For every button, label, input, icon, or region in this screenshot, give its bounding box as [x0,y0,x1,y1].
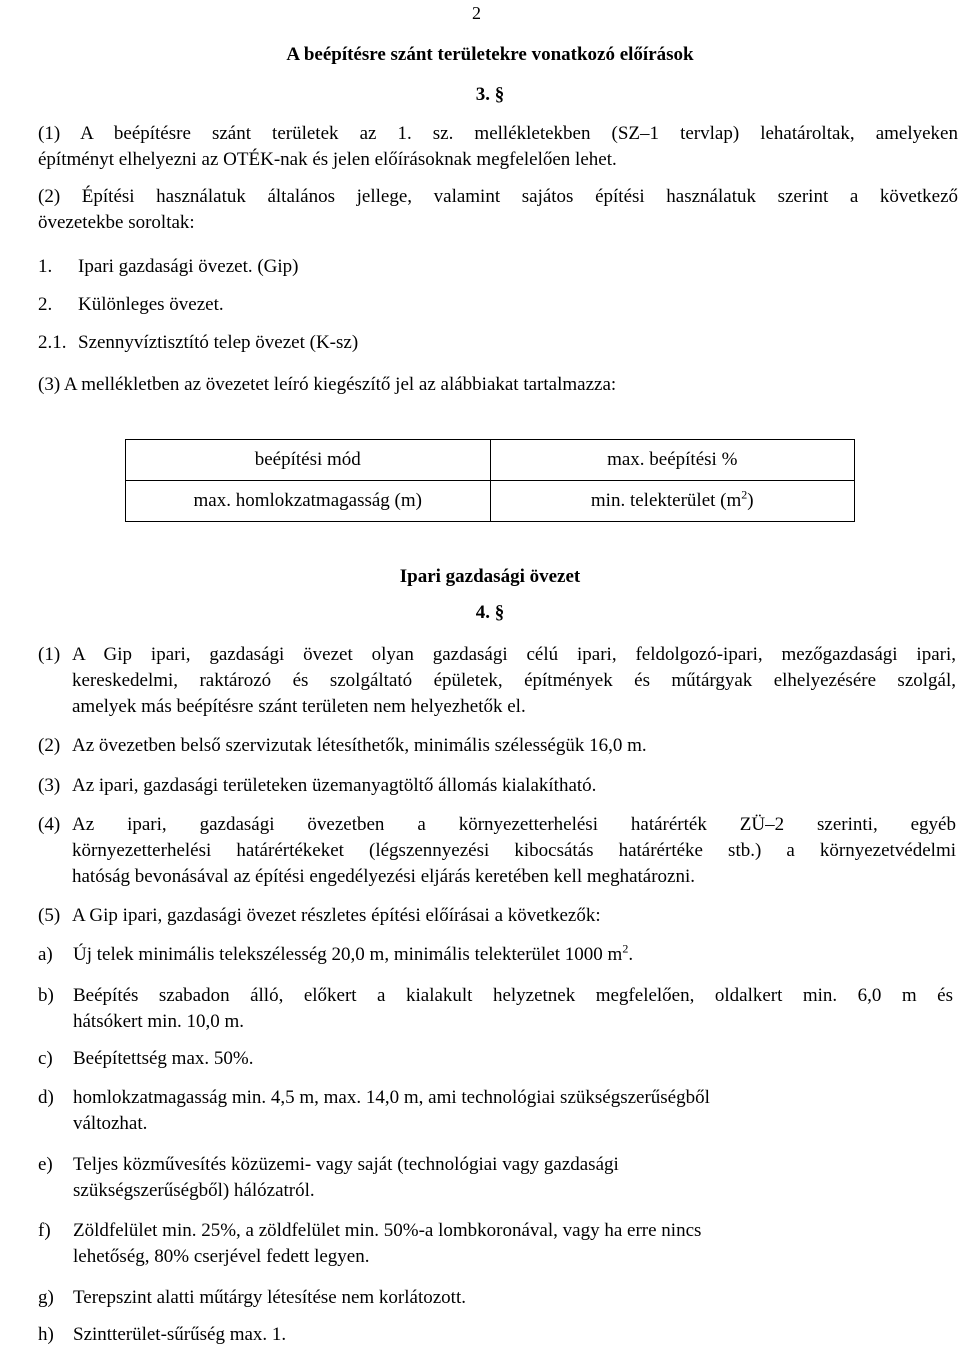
section1-paragraph-3: (3) A mellékletben az övezetet leíró kiegészítő jel az alábbiakat tartalmazza: [38,374,617,395]
item-letter: d) [38,1087,54,1108]
item-text [73,942,953,968]
paragraph-number: (3) [38,775,61,796]
section1-paragraph-2 [38,184,958,236]
section2-paragraph-4 [72,812,956,890]
table-row [126,440,855,481]
text-line: (1) A beépítésre szánt területek az 1. sz. mellékletekben (SZ–1 tervlap) lehatároltak, amelyeken [38,123,958,144]
text-line: amelyek más beépítésre szánt területen nem helyezhetők el. [72,696,526,717]
paragraph-mark: 4. § [475,602,505,623]
section2-paragraph-5: A Gip ipari, gazdasági övezet részletes építési előírásai a következők: [72,905,601,926]
superscript: 2 [741,487,748,502]
legend-building-mode: beépítési mód [126,440,491,481]
paragraph-number: (4) [38,814,61,835]
text-line: lehetőség, 80% cserjével fedett legyen. [73,1246,370,1267]
legend-min-plot-area-text: min. telekterület (m [590,490,742,511]
zone-text: Különleges övezet. [78,294,224,315]
superscript: 2 [622,941,629,956]
item-text: Szintterület-sűrűség max. 1. [73,1324,287,1345]
text-line: övezetekbe soroltak: [38,212,195,233]
item-letter: c) [38,1048,53,1069]
item-letter: e) [38,1154,53,1175]
item-text [73,983,953,1035]
text-line: Beépítés szabadon álló, előkert a kialakult helyzetnek megfelelően, oldalkert min. 6,0 m és [73,985,953,1006]
text-line: (2) Építési használatuk általános jellege, valamint sajátos építési használatuk szerint a következő [38,186,958,207]
legend-max-facade-height: max. homlokzatmagasság (m) [126,481,491,522]
paragraph-mark: 3. § [475,84,505,105]
section-title: A beépítésre szánt területekre vonatkozó előírások [286,44,694,65]
legend-max-coverage: max. beépítési % [490,440,855,481]
page-number: 2 [472,3,481,23]
text-line: hatóság bevonásával az építési engedélyezési eljárás keretében kell meghatározni. [72,866,696,887]
legend-min-plot-area [490,481,855,522]
text-line: Zöldfelület min. 25%, a zöldfelület min. 50%-a lombkoronával, vagy ha erre nincs [73,1220,702,1241]
text-line: változhat. [73,1113,148,1134]
zone-text: Szennyvíztisztító telep övezet (K-sz) [78,332,359,353]
table-row [126,481,855,522]
text-line: A Gip ipari, gazdasági övezet olyan gazdasági célú ipari, feldolgozó-ipari, mezőgazdasági ipari, [72,644,956,665]
section-title: Ipari gazdasági övezet [399,566,581,587]
closing-paren: ) [747,490,754,511]
item-text [73,1152,953,1204]
item-letter: f) [38,1220,51,1241]
paragraph-number: (2) [38,735,61,756]
item-text: Terepszint alatti műtárgy létesítése nem korlátozott. [73,1287,466,1308]
text-line: építményt elhelyezni az OTÉK-nak és jelen előírásoknak megfelelően lehet. [38,149,617,170]
item-letter: b) [38,985,54,1006]
zone-legend-table [125,439,855,522]
paragraph-number: (1) [38,644,61,665]
text-line: környezetterhelési határértékeket (légszennyezési kibocsátás határértéke stb.) a környezetvédelmi [72,840,956,861]
zone-number: 2. [38,294,53,315]
item-text [73,1085,953,1137]
paragraph-number: (5) [38,905,61,926]
zone-item [38,254,938,280]
item-letter: h) [38,1324,54,1345]
zone-item [38,330,938,356]
item-text [73,1218,953,1270]
text-end: . [628,944,634,965]
item-letter: g) [38,1287,54,1308]
text-line: Az ipari, gazdasági övezetben a környezetterhelési határérték ZÜ–2 szerinti, egyéb [72,814,956,835]
item-text: Beépítettség max. 50%. [73,1048,254,1069]
text-line: Teljes közművesítés közüzemi- vagy saját (technológiai vagy gazdasági [73,1154,619,1175]
item-letter: a) [38,944,53,965]
text-line: kereskedelmi, raktározó és szolgáltató épületek, építmények és műtárgyak elhelyezésére szolgál, [72,670,956,691]
zone-item [38,292,938,318]
text-line: hátsókert min. 10,0 m. [73,1011,244,1032]
text-line: homlokzatmagasság min. 4,5 m, max. 14,0 m, ami technológiai szükségszerűségből [73,1087,710,1108]
zone-number: 2.1. [38,332,67,353]
text-line: szükségszerűségből) hálózatról. [73,1180,315,1201]
section2-paragraph-2: Az övezetben belső szervizutak létesíthetők, minimális szélességük 16,0 m. [72,735,647,756]
section2-paragraph-3: Az ipari, gazdasági területeken üzemanyagtöltő állomás kialakítható. [72,775,597,796]
section2-paragraph-1 [72,642,956,720]
text-line: Új telek minimális telekszélesség 20,0 m, minimális telekterület 1000 m [73,944,623,965]
zone-number: 1. [38,256,53,277]
zone-text: Ipari gazdasági övezet. (Gip) [78,256,299,277]
section1-paragraph-1 [38,121,958,173]
